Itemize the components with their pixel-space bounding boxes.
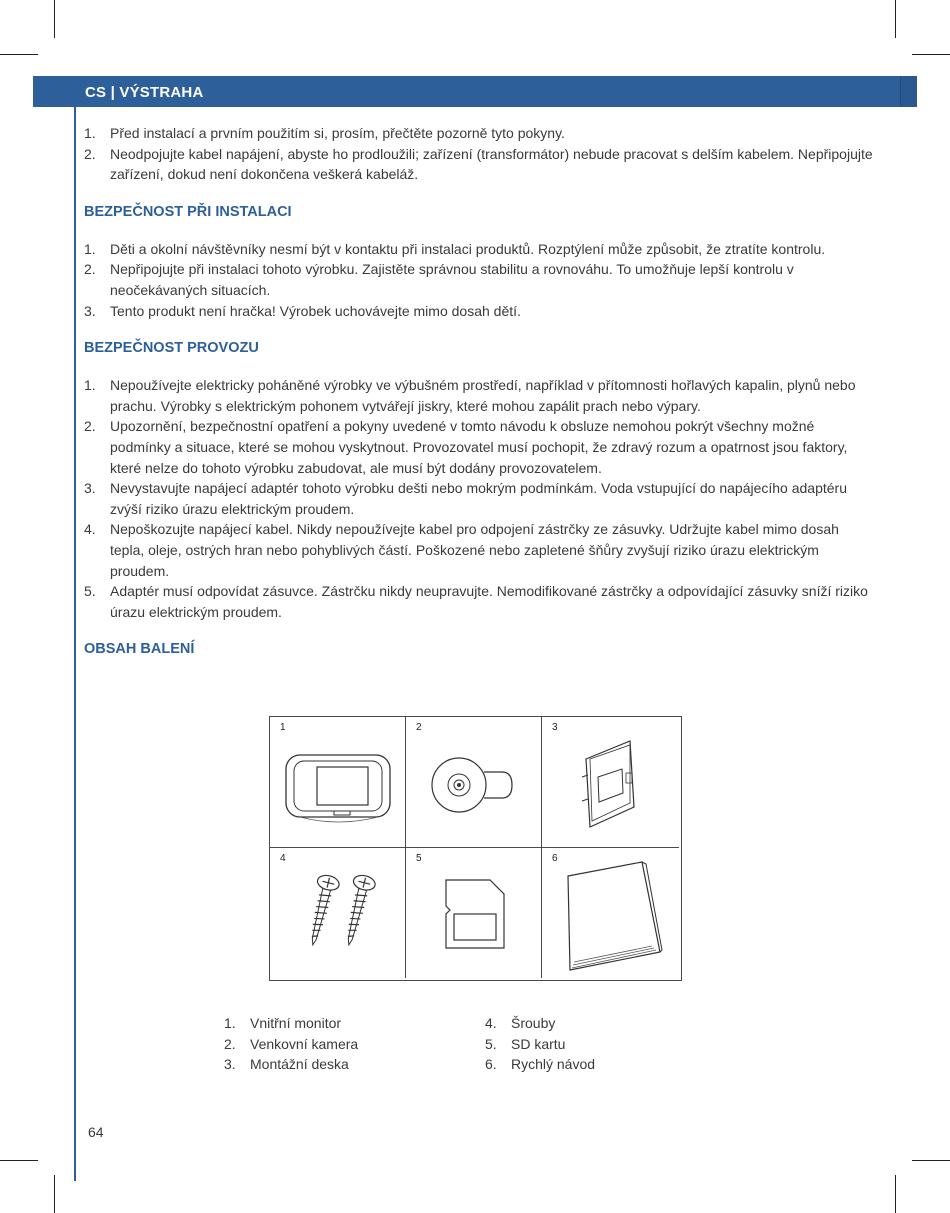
crop-mark bbox=[0, 1160, 38, 1161]
package-cell bbox=[542, 848, 679, 978]
list-item: 1. Před instalací a prvním použitím si, prosím, přečtěte pozorně tyto pokyny. bbox=[84, 125, 565, 141]
cell-number: 2 bbox=[416, 722, 422, 733]
margin-rule bbox=[74, 76, 76, 1181]
list-item: 5. SD kartu bbox=[485, 1035, 566, 1052]
package-cell bbox=[270, 848, 406, 978]
list-item: 4. Nepoškozujte napájecí kabel. Nikdy nepoužívejte kabel pro odpojení zástrčky ze zásuvky. Udržujte kabel mimo dosah tepla, oleje, ostrých hran nebo pohyblivých částí. Poškozené nebo zapletené šňůry zvyšují riziko úrazu elektrickým proudem. bbox=[84, 521, 839, 579]
cell-number: 4 bbox=[280, 853, 286, 864]
cell-number: 5 bbox=[416, 853, 422, 864]
crop-mark bbox=[895, 1175, 896, 1213]
cell-number: 1 bbox=[280, 722, 286, 733]
cell-number: 3 bbox=[552, 722, 558, 733]
list-item: 3. Tento produkt není hračka! Výrobek uchovávejte mimo dosah dětí. bbox=[84, 302, 521, 319]
header-tab bbox=[900, 76, 917, 107]
package-cell bbox=[270, 717, 406, 848]
crop-mark bbox=[54, 1175, 55, 1213]
section-heading-package: OBSAH BALENÍ bbox=[84, 641, 195, 658]
package-cell bbox=[406, 848, 542, 978]
page-title: CS | VÝSTRAHA bbox=[85, 84, 204, 101]
screws-icon bbox=[270, 848, 406, 978]
manual-icon bbox=[542, 848, 679, 978]
crop-mark bbox=[895, 0, 896, 38]
camera-icon bbox=[406, 717, 542, 848]
cell-number: 6 bbox=[552, 853, 558, 864]
parts-list-left bbox=[224, 1013, 358, 1075]
operation-list bbox=[84, 375, 874, 622]
section-heading-install: BEZPEČNOST PŘI INSTALACI bbox=[84, 203, 292, 220]
main-content bbox=[84, 123, 874, 657]
crop-mark bbox=[54, 0, 55, 38]
list-item: 5. Adaptér musí odpovídat zásuvce. Zástrčku nikdy neupravujte. Nemodifikované zástrčky a odpovídající zásuvky sníží riziko úrazu elektrickým proudem. bbox=[84, 583, 868, 620]
package-cell bbox=[542, 717, 679, 848]
mounting-plate-icon bbox=[542, 717, 679, 848]
package-cell bbox=[406, 717, 542, 848]
list-item: 2. Nepřipojujte při instalaci tohoto výrobku. Zajistěte správnou stabilitu a rovnováhu. To umožňuje lepší kontrolu v neočekávaných situacích. bbox=[84, 261, 794, 298]
intro-list bbox=[84, 123, 874, 185]
crop-mark bbox=[912, 54, 950, 55]
list-item: 2. Upozornění, bezpečnostní opatření a pokyny uvedené v tomto návodu k obsluze nemohou pokrýt všechny možné podmínky a situace, které se mohou vyskytnout. Provozovatel musí pochopit, že zdravý rozum a opatrnost jsou faktory, které nelze do tohoto výrobku zabudovat, ale musí být dodány provozovatelem. bbox=[84, 418, 848, 476]
list-item: 2. Venkovní kamera bbox=[224, 1035, 359, 1052]
list-item: 1. Nepoužívejte elektricky poháněné výrobky ve výbušném prostředí, například v přítomnosti hořlavých kapalin, plynů nebo prachu. Výrobky s elektrickým pohonem vytvářejí jiskry, které mohou zapálit prach nebo výpary. bbox=[84, 377, 856, 414]
list-item: 3. Montážní deska bbox=[224, 1056, 349, 1073]
list-item: 4. Šrouby bbox=[485, 1015, 556, 1031]
list-item: 6. Rychlý návod bbox=[485, 1056, 596, 1073]
header-bar bbox=[33, 76, 917, 107]
list-item: 2. Neodpojujte kabel napájení, abyste ho prodloužili; zařízení (transformátor) nebude pracovat s delším kabelem. Nepřipojujte zařízení, dokud není dokončena veškerá kabeláž. bbox=[84, 145, 873, 183]
monitor-icon bbox=[270, 717, 406, 848]
list-item: 1. Vnitřní monitor bbox=[224, 1015, 342, 1031]
crop-mark bbox=[912, 1160, 950, 1161]
package-contents-grid bbox=[269, 716, 682, 981]
section-heading-operation: BEZPEČNOST PROVOZU bbox=[84, 340, 259, 357]
sd-card-icon bbox=[406, 848, 542, 978]
crop-mark bbox=[0, 54, 38, 55]
list-item: 1. Děti a okolní návštěvníky nesmí být v kontaktu při instalaci produktů. Rozptýlení může způsobit, že ztratíte kontrolu. bbox=[84, 240, 826, 257]
install-list bbox=[84, 239, 874, 321]
list-item: 3. Nevystavujte napájecí adaptér tohoto výrobku dešti nebo mokrým podmínkám. Voda vstupující do napájecího adaptéru zvýší riziko úrazu elektrickým proudem. bbox=[84, 480, 847, 517]
page-number: 64 bbox=[88, 1124, 104, 1140]
parts-list-right bbox=[485, 1013, 595, 1075]
